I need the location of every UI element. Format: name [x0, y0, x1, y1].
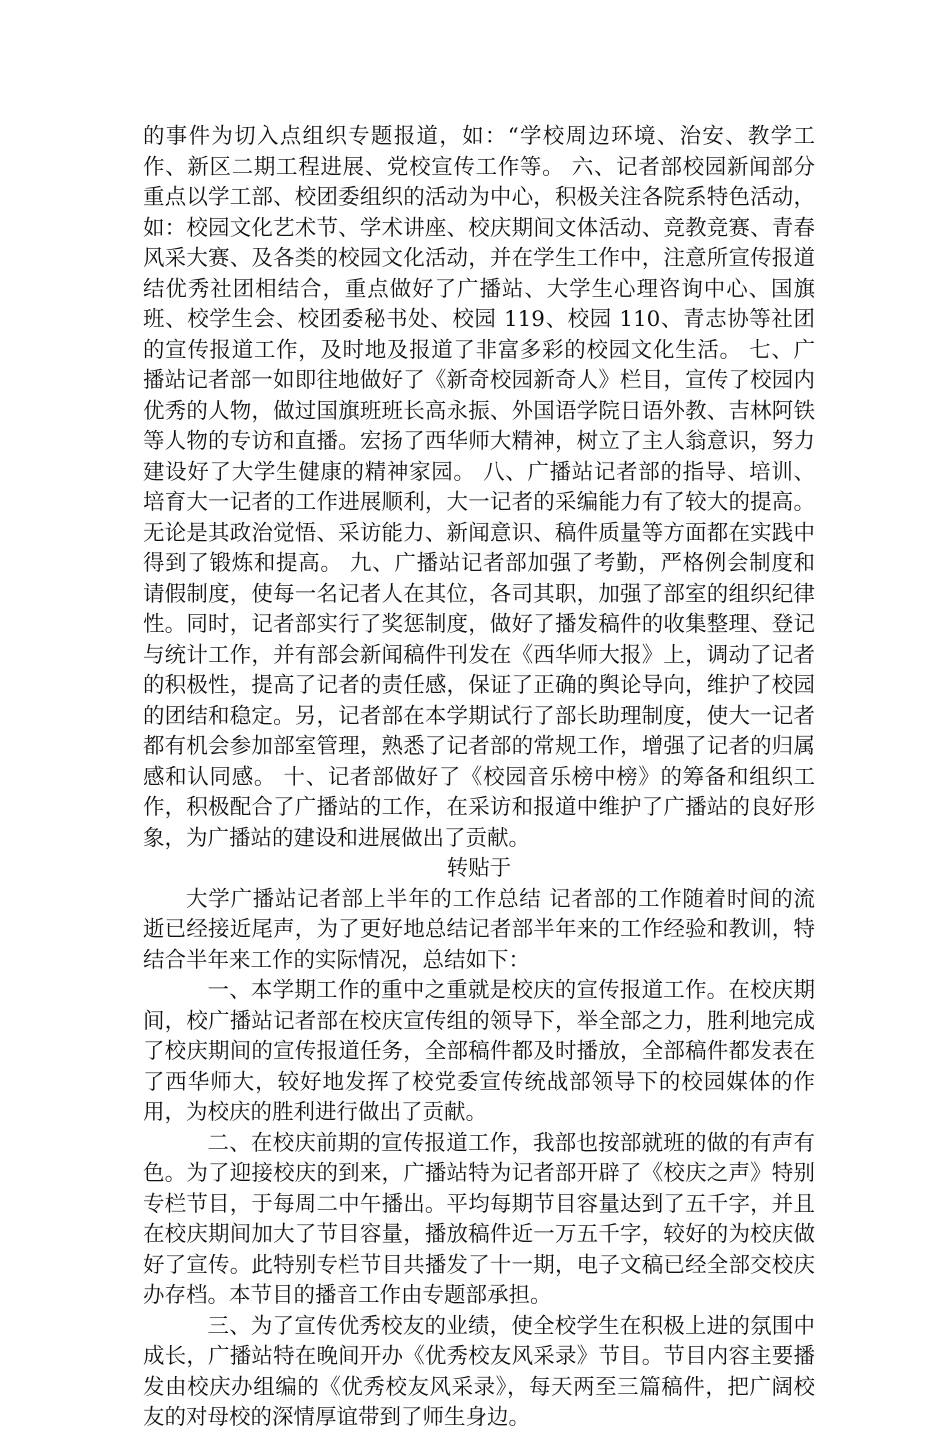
- document-body: [143, 122, 815, 1434]
- body-paragraph: 的事件为切入点组织专题报道，如：“学校周边环境、治安、教学工作、新区二期工程进展、党校宣传工作等。 六、记者部校园新闻部分重点以学工部、校团委组织的活动为中心，积极关注各院系特色活动，如：校园文化艺术节、学术讲座、校庆期间文体活动、竞教竞赛、青春风采大赛、及各类的校园文化活动，并在学生工作中，注意所宣传报道结优秀社团相结合，重点做好了广播站、大学生心理咨询中心、国旗班、校学生会、校团委秘书处、校园 119、校园 110、青志协等社团的宣传报道工作，及时地及报道了非富多彩的校园文化生活。 七、广播站记者部一如即往地做好了《新奇校园新奇人》栏目，宣传了校园内优秀的人物，做过国旗班班长高永振、外国语学院日语外教、吉林阿铁等人物的专访和直播。宏扬了西华师大精神，树立了主人翁意识，努力建设好了大学生健康的精神家园。 八、广播站记者部的指导、培训、培育大一记者的工作进展顺利，大一记者的采编能力有了较大的提高。无论是其政治觉悟、采访能力、新闻意识、稿件质量等方面都在实践中得到了锻炼和提高。 九、广播站记者部加强了考勤，严格例会制度和请假制度，使每一名记者人在其位，各司其职，加强了部室的组织纪律性。同时，记者部实行了奖惩制度，做好了播发稿件的收集整理、登记与统计工作，并有部会新闻稿件刊发在《西华师大报》上，调动了记者的积极性，提高了记者的责任感，保证了正确的舆论导向，维护了校园的团结和稳定。另，记者部在本学期试行了部长助理制度，使大一记者都有机会参加部室管理，熟悉了记者部的常规工作，增强了记者的归属感和认同感。 十、记者部做好了《校园音乐榜中榜》的筹备和组织工作，积极配合了广播站的工作，在采访和报道中维护了广播站的良好形象，为广播站的建设和进展做出了贡献。: [143, 124, 815, 851]
- summary-intro-paragraph: 大学广播站记者部上半年的工作总结 记者部的工作随着时间的流逝已经接近尾声，为了更好地总结记者部半年来的工作经验和教训，特结合半年来工作的实际情况，总结如下：: [143, 886, 815, 973]
- section-three-paragraph: 三、为了宣传优秀校友的业绩，使全校学生在积极上进的氛围中成长，广播站特在晚间开办《优秀校友风采录》节目。节目内容主要播发由校庆办组编的《优秀校友风采录》，每天两至三篇稿件，把广阔校友的对母校的深情厚谊带到了师生身边。: [143, 1313, 815, 1430]
- reprint-heading: 转贴于: [446, 856, 512, 881]
- section-two-paragraph: 二、在校庆前期的宣传报道工作，我部也按部就班的做的有声有色。为了迎接校庆的到来，广播站特为记者部开辟了《校庆之声》特别专栏节目，于每周二中午播出。平均每期节目容量达到了五千字，并且在校庆期间加大了节目容量，播放稿件近一万五千字，较好的为校庆做好了宣传。此特别专栏节目共播发了十一期，电子文稿已经全部交校庆办存档。本节目的播音工作由专题部承担。: [143, 1130, 815, 1308]
- section-one-paragraph: 一、本学期工作的重中之重就是校庆的宣传报道工作。在校庆期间，校广播站记者部在校庆宣传组的领导下，举全部之力，胜利地完成了校庆期间的宣传报道任务，全部稿件都及时播放，全部稿件都发表在了西华师大，较好地发挥了校党委宣传统战部领导下的校园媒体的作用，为校庆的胜利进行做出了贡献。: [143, 978, 815, 1125]
